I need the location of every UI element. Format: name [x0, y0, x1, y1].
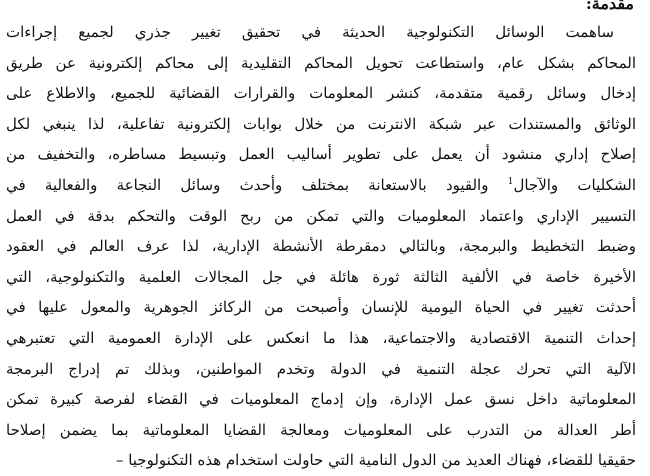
section-heading: مقدمة:: [585, 0, 634, 13]
body-paragraph: [6, 17, 636, 476]
paragraph-line: ساهمت الوسائل التكنولوجية الحديثة في تحقيق تغيير جذري لجميع إجراءات: [6, 23, 614, 41]
paragraph-line: المحاكم بشكل عام، واستطاعت تحويل المحاكم التقليدية إلى محاكم إلكترونية عن طريق: [6, 53, 636, 72]
paragraph-line: الآلية التي تحرك عجلة التنمية في الدولة وتخدم المواطنين، وبذلك تم إدراج البرمجة: [6, 359, 636, 378]
paragraph-line: الوثائق والمستندات عبر شبكة الانترنت من خلال بوابات إلكترونية تفاعلية، لذا ينبغي لكل: [6, 114, 636, 133]
paragraph-line: إدخال وسائل رقمية متقدمة، كنشر المعلومات والقرارات القضائية للجميع، والاطلاع على: [6, 84, 636, 103]
paragraph-line: إصلاح إداري منشود أن يعمل على تطوير أساليب العمل وتبسيط مساطره، والتخفيف من: [6, 145, 636, 164]
paragraph-line: أطر العدالة من التدرب على المعلوميات ومعالجة القضايا المعلوماتية بما يضمن إصلاحا: [6, 420, 636, 439]
paragraph-line: الأخيرة خاصة في الألفية الثالثة ثورة هائلة في جل المجالات العلمية والتكنولوجية، التي: [6, 267, 636, 286]
footnote-term: الشكليات والآجال: [513, 175, 636, 194]
paragraph-line: التسيير الإداري واعتماد المعلوميات والتي تمكن من ربح الوقت والتحكم بدقة في العمل: [6, 206, 636, 225]
paragraph-line: وضبط التخطيط والبرمجة، وبالتالي دمقرطة الأنشطة الإدارية، لذا عرف العالم في العقود: [6, 237, 636, 256]
paragraph-line: حقيقيا للقضاء، فهناك العديد من الدول النامية التي حاولت استخدام هذه التكنولوجيا –: [115, 451, 636, 470]
footnote-reference[interactable]: 1: [507, 176, 514, 187]
paragraph-line: أحدثت تغيير في الحياة اليومية للإنسان وأصبحت من الركائز الجوهرية والمعول عليها في: [6, 298, 636, 317]
paragraph-line: المعلوماتية داخل نسق عمل الإدارة، وإن إدماج المعلوميات في القضاء لفرصة كبيرة تمكن: [6, 390, 636, 409]
paragraph-line-rest: والقيود بالاستعانة بمختلف وأحدث وسائل النجاعة والفعالية في: [6, 175, 489, 194]
paragraph-line-with-footnote: [6, 170, 636, 201]
paragraph-line: إحداث التنمية الاقتصادية والاجتماعية، هذا ما انعكس على الإدارة العمومية التي تعتبرهي: [6, 328, 636, 347]
